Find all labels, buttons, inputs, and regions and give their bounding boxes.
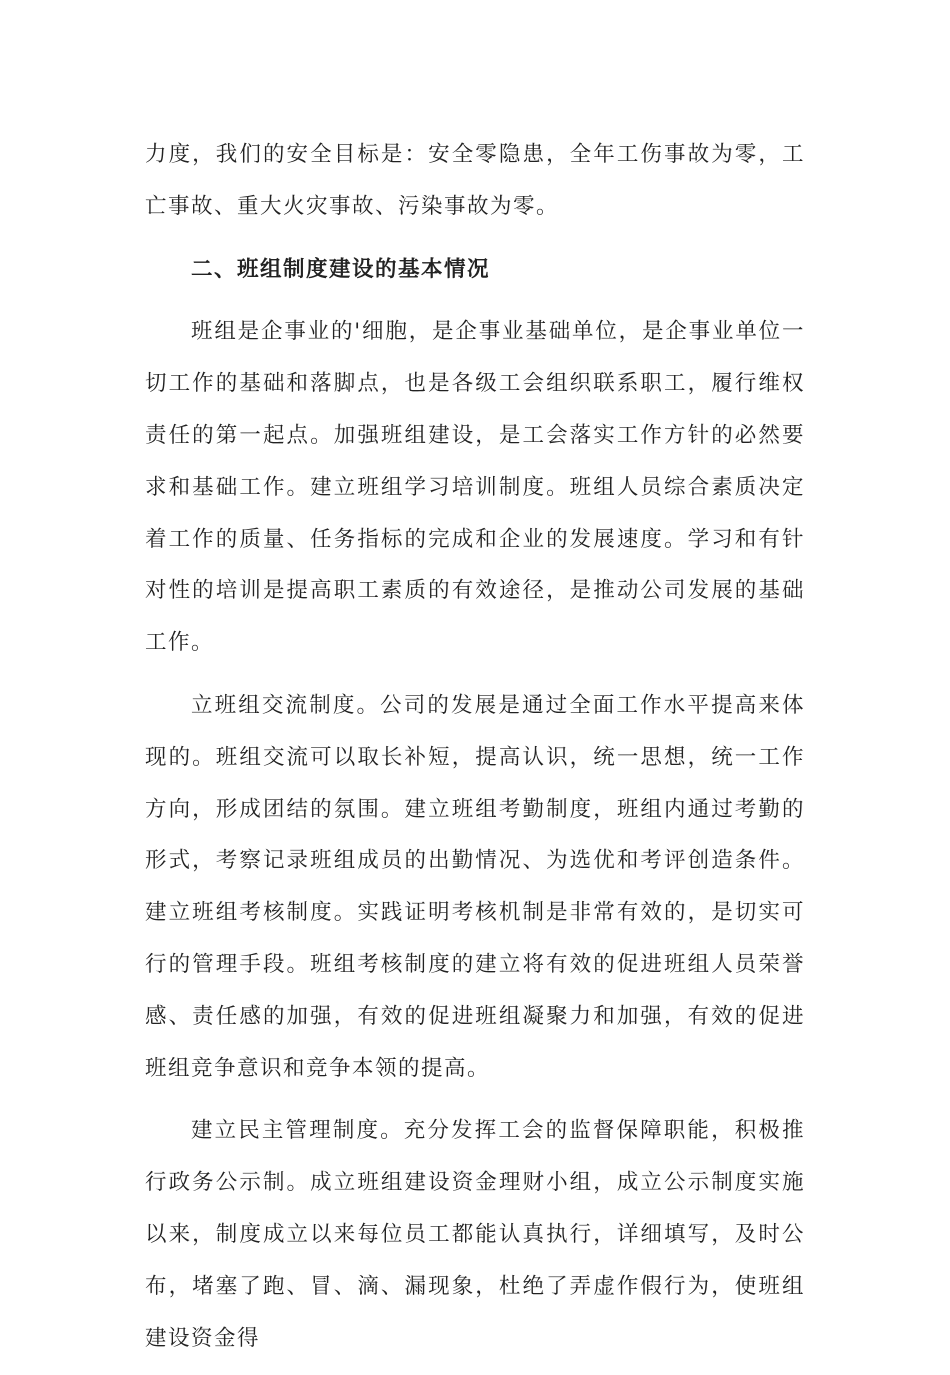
paragraph-safety-goals: 力度，我们的安全目标是：安全零隐患，全年工伤事故为零，工亡事故、重大火灾事故、污染事故为零。 xyxy=(145,142,805,219)
section-heading-team-system: 二、班组制度建设的基本情况 xyxy=(191,256,491,282)
paragraph-team-exchange: 立班组交流制度。公司的发展是通过全面工作水平提高来体现的。班组交流可以取长补短，提高认识，统一思想，统一工作方向，形成团结的氛围。建立班组考勤制度，班组内通过考勤的形式，考察记录班组成员的出勤情况、为选优和考评创造条件。建立班组考核制度。实践证明考核机制是非常有效的，是切实可行的管理手段。班组考核制度的建立将有效的促进班组人员荣誉感、责任感的加强，有效的促进班组凝聚力和加强，有效的促进班组竞争意识和竞争本领的提高。 xyxy=(145,692,805,1081)
paragraph-democratic-management: 建立民主管理制度。充分发挥工会的监督保障职能，积极推行政务公示制。成立班组建设资金理财小组，成立公示制度实施以来，制度成立以来每位员工都能认真执行，详细填写，及时公布，堵塞了跑、冒、滴、漏现象，杜绝了弄虚作假行为，使班组建设资金得 xyxy=(145,1118,805,1351)
paragraph-team-basics: 班组是企事业的'细胞，是企事业基础单位，是企事业单位一切工作的基础和落脚点，也是各级工会组织联系职工，履行维权责任的第一起点。加强班组建设，是工会落实工作方针的必然要求和基础工作。建立班组学习培训制度。班组人员综合素质决定着工作的质量、任务指标的完成和企业的发展速度。学习和有针对性的培训是提高职工素质的有效途径，是推动公司发展的基础工作。 xyxy=(145,319,805,656)
document-page xyxy=(145,129,805,1375)
